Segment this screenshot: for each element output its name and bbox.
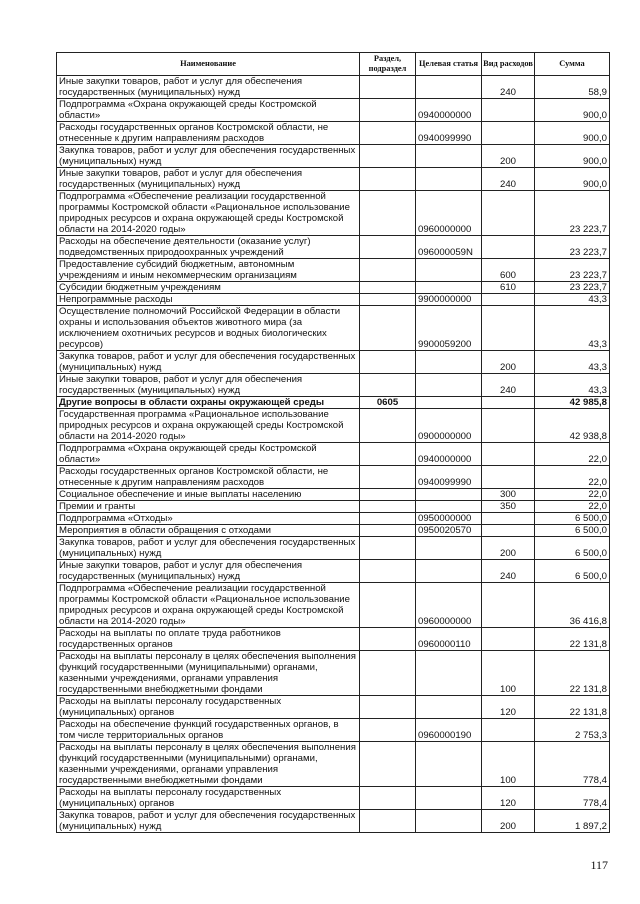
cell-section [360,259,416,282]
cell-sum: 22 131,8 [535,696,610,719]
table-row [57,810,610,833]
cell-type [482,397,535,409]
cell-type [482,294,535,306]
cell-type: 120 [482,696,535,719]
table-row [57,583,610,628]
cell-target [416,810,482,833]
cell-sum: 22,0 [535,501,610,513]
cell-sum: 778,4 [535,787,610,810]
cell-target: 0940000000 [416,443,482,466]
cell-section [360,628,416,651]
table-row [57,742,610,787]
table-body [57,76,610,833]
cell-name: Подпрограмма «Охрана окружающей среды Костромской области» [57,99,360,122]
cell-type: 120 [482,787,535,810]
table-row [57,787,610,810]
cell-sum: 43,3 [535,374,610,397]
cell-sum: 23 223,7 [535,282,610,294]
cell-type [482,122,535,145]
cell-sum: 900,0 [535,168,610,191]
cell-section [360,560,416,583]
cell-name: Премии и гранты [57,501,360,513]
cell-name: Расходы на выплаты персоналу в целях обеспечения выполнения функций государственными (муниципальными) органами, казенными учреждениями, органами управления государственными внебюджетными фондами [57,651,360,696]
cell-sum: 23 223,7 [535,191,610,236]
cell-name: Подпрограмма «Обеспечение реализации государственной программы Костромской области «Рациональное использование природных ресурсов и охрана окружающей среды Костромской области на 2014-2020 годы» [57,583,360,628]
cell-name: Расходы на обеспечение деятельности (оказание услуг) подведомственных природоохранных учреждений [57,236,360,259]
cell-name: Осуществление полномочий Российской Федерации в области охраны и использования объектов животного мира (за исключением охотничьих ресурсов и водных биологических ресурсов) [57,306,360,351]
cell-type: 350 [482,501,535,513]
cell-target: 9900059200 [416,306,482,351]
cell-name: Мероприятия в области обращения с отходами [57,525,360,537]
cell-section [360,374,416,397]
cell-type: 300 [482,489,535,501]
table-row [57,513,610,525]
cell-type [482,409,535,443]
table-row [57,294,610,306]
table-row [57,628,610,651]
cell-name: Социальное обеспечение и иные выплаты населению [57,489,360,501]
cell-target: 0960000190 [416,719,482,742]
budget-table [56,52,610,833]
cell-name: Иные закупки товаров, работ и услуг для обеспечения государственных (муниципальных) нужд [57,374,360,397]
cell-type [482,191,535,236]
cell-type: 200 [482,145,535,168]
cell-section [360,810,416,833]
cell-type [482,628,535,651]
cell-section [360,191,416,236]
page-number: 117 [590,858,608,872]
header-target: Целевая статья [416,53,482,76]
table-row [57,651,610,696]
cell-section [360,409,416,443]
cell-section [360,537,416,560]
cell-target [416,696,482,719]
cell-name: Закупка товаров, работ и услуг для обеспечения государственных (муниципальных) нужд [57,351,360,374]
cell-section [360,168,416,191]
cell-target [416,259,482,282]
cell-type [482,99,535,122]
cell-target [416,537,482,560]
cell-type [482,443,535,466]
cell-name: Закупка товаров, работ и услуг для обеспечения государственных (муниципальных) нужд [57,810,360,833]
cell-type [482,583,535,628]
cell-sum: 6 500,0 [535,560,610,583]
cell-type: 200 [482,351,535,374]
cell-name: Подпрограмма «Обеспечение реализации государственной программы Костромской области «Рациональное использование природных ресурсов и охрана окружающей среды Костромской области на 2014-2020 годы» [57,191,360,236]
cell-target: 0960000000 [416,191,482,236]
cell-type [482,466,535,489]
budget-sheet [56,52,609,833]
cell-target [416,501,482,513]
cell-section [360,236,416,259]
cell-sum: 43,3 [535,351,610,374]
cell-type: 200 [482,537,535,560]
cell-section [360,443,416,466]
cell-sum: 2 753,3 [535,719,610,742]
cell-name: Иные закупки товаров, работ и услуг для обеспечения государственных (муниципальных) нужд [57,76,360,99]
table-row [57,76,610,99]
cell-section [360,489,416,501]
cell-type: 200 [482,810,535,833]
cell-section [360,122,416,145]
cell-name: Расходы на выплаты персоналу в целях обеспечения выполнения функций государственными (муниципальными) органами, казенными учреждениями, органами управления государственными внебюджетными фондами [57,742,360,787]
cell-name: Расходы государственных органов Костромской области, не отнесенные к другим направлениям расходов [57,122,360,145]
table-row [57,168,610,191]
cell-sum: 22,0 [535,443,610,466]
cell-sum: 43,3 [535,294,610,306]
table-row [57,489,610,501]
cell-sum: 42 985,8 [535,397,610,409]
table-row [57,282,610,294]
table-row [57,501,610,513]
cell-target [416,651,482,696]
cell-section [360,466,416,489]
cell-name: Иные закупки товаров, работ и услуг для обеспечения государственных (муниципальных) нужд [57,560,360,583]
table-row [57,719,610,742]
cell-type: 100 [482,742,535,787]
table-row [57,560,610,583]
cell-sum: 36 416,8 [535,583,610,628]
cell-target: 0940099990 [416,466,482,489]
cell-section [360,76,416,99]
cell-section [360,501,416,513]
cell-section: 0605 [360,397,416,409]
table-row [57,236,610,259]
cell-target: 096000059N [416,236,482,259]
cell-target [416,742,482,787]
cell-type [482,236,535,259]
cell-name: Расходы на обеспечение функций государственных органов, в том числе территориальных органов [57,719,360,742]
cell-section [360,583,416,628]
table-row [57,443,610,466]
cell-target [416,351,482,374]
cell-section [360,294,416,306]
table-row [57,696,610,719]
cell-section [360,719,416,742]
cell-name: Закупка товаров, работ и услуг для обеспечения государственных (муниципальных) нужд [57,537,360,560]
cell-section [360,787,416,810]
cell-sum: 58,9 [535,76,610,99]
cell-sum: 23 223,7 [535,236,610,259]
cell-section [360,742,416,787]
cell-sum: 22,0 [535,489,610,501]
table-row [57,466,610,489]
header-name: Наименование [57,53,360,76]
cell-target: 0950020570 [416,525,482,537]
cell-type: 100 [482,651,535,696]
cell-name: Другие вопросы в области охраны окружающей среды [57,397,360,409]
cell-target: 0940099990 [416,122,482,145]
cell-name: Закупка товаров, работ и услуг для обеспечения государственных (муниципальных) нужд [57,145,360,168]
cell-sum: 43,3 [535,306,610,351]
cell-name: Иные закупки товаров, работ и услуг для обеспечения государственных (муниципальных) нужд [57,168,360,191]
table-row [57,122,610,145]
cell-sum: 1 897,2 [535,810,610,833]
cell-name: Непрограммные расходы [57,294,360,306]
cell-type: 610 [482,282,535,294]
cell-target: 0960000110 [416,628,482,651]
cell-name: Расходы государственных органов Костромской области, не отнесенные к другим направлениям расходов [57,466,360,489]
table-row [57,351,610,374]
cell-sum: 42 938,8 [535,409,610,443]
table-row [57,374,610,397]
cell-section [360,651,416,696]
cell-section [360,145,416,168]
cell-section [360,513,416,525]
cell-sum: 22 131,8 [535,651,610,696]
cell-sum: 22,0 [535,466,610,489]
cell-section [360,696,416,719]
table-row [57,306,610,351]
cell-sum: 900,0 [535,122,610,145]
cell-target: 0950000000 [416,513,482,525]
table-row [57,397,610,409]
cell-target: 0900000000 [416,409,482,443]
table-row [57,409,610,443]
cell-sum: 6 500,0 [535,525,610,537]
cell-target [416,489,482,501]
table-row [57,99,610,122]
cell-target [416,787,482,810]
table-row [57,525,610,537]
cell-target [416,560,482,583]
cell-section [360,351,416,374]
header-type: Вид расходов [482,53,535,76]
cell-target [416,397,482,409]
cell-name: Предоставление субсидий бюджетным, автономным учреждениям и иным некоммерческим организациям [57,259,360,282]
cell-target: 0960000000 [416,583,482,628]
table-row [57,145,610,168]
header-sum: Сумма [535,53,610,76]
cell-name: Расходы на выплаты персоналу государственных (муниципальных) органов [57,787,360,810]
cell-type [482,525,535,537]
cell-type: 240 [482,76,535,99]
table-row [57,191,610,236]
table-header-row [57,53,610,76]
cell-section [360,282,416,294]
cell-sum: 6 500,0 [535,537,610,560]
cell-target [416,76,482,99]
cell-target [416,282,482,294]
cell-sum: 900,0 [535,99,610,122]
cell-target: 0940000000 [416,99,482,122]
cell-section [360,99,416,122]
cell-section [360,525,416,537]
cell-name: Расходы на выплаты по оплате труда работников государственных органов [57,628,360,651]
cell-name: Государственная программа «Рациональное использование природных ресурсов и охрана окружающей среды Костромской области на 2014-2020 годы» [57,409,360,443]
cell-type: 600 [482,259,535,282]
cell-sum: 23 223,7 [535,259,610,282]
cell-type: 240 [482,374,535,397]
cell-sum: 900,0 [535,145,610,168]
cell-target [416,374,482,397]
cell-target [416,168,482,191]
cell-type [482,306,535,351]
cell-section [360,306,416,351]
cell-type [482,513,535,525]
header-section: Раздел, подраздел [360,53,416,76]
cell-type: 240 [482,168,535,191]
cell-target: 9900000000 [416,294,482,306]
cell-sum: 778,4 [535,742,610,787]
cell-name: Расходы на выплаты персоналу государственных (муниципальных) органов [57,696,360,719]
cell-name: Подпрограмма «Отходы» [57,513,360,525]
cell-type: 240 [482,560,535,583]
cell-sum: 6 500,0 [535,513,610,525]
cell-target [416,145,482,168]
cell-name: Подпрограмма «Охрана окружающей среды Костромской области» [57,443,360,466]
cell-sum: 22 131,8 [535,628,610,651]
cell-name: Субсидии бюджетным учреждениям [57,282,360,294]
table-row [57,259,610,282]
table-row [57,537,610,560]
cell-type [482,719,535,742]
